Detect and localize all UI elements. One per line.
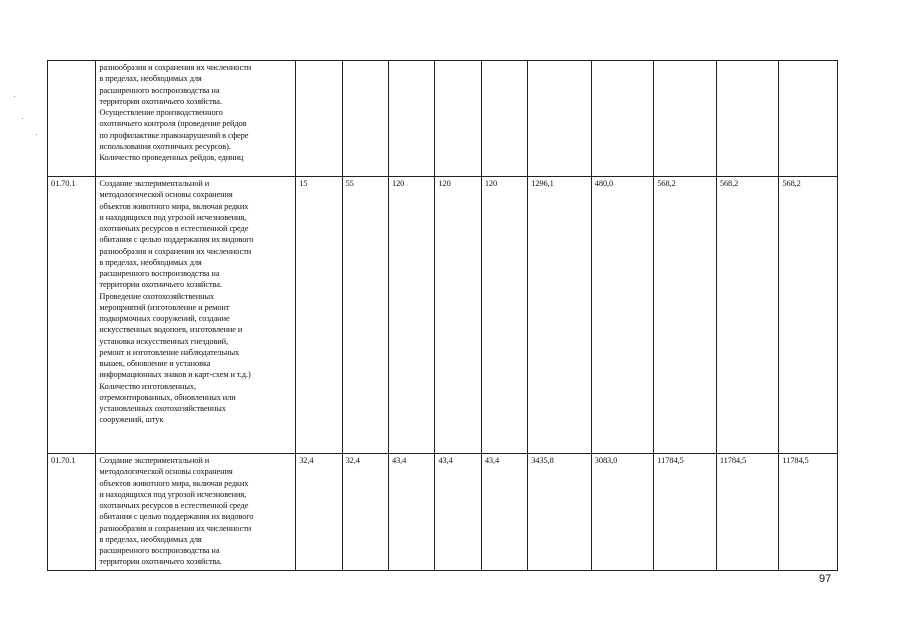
- value-cell: 3435,8: [528, 454, 592, 571]
- data-table: [47, 60, 838, 571]
- page-number: 97: [819, 573, 832, 585]
- value-cell: 568,2: [716, 177, 779, 454]
- value-cell: 15: [296, 177, 342, 454]
- value-cell: 120: [435, 177, 481, 454]
- value-cell: [296, 61, 342, 177]
- value-cell: 11784,5: [716, 454, 779, 571]
- scan-speck: [14, 96, 15, 97]
- description-cell: Создание экспериментальной и методологической основы сохранения объектов животного мира, включая редких и находящихся под угрозой исчезновения, охотничьих ресурсов в естественной среде обитания с целью поддержания их видового разнообразия и сохранения их численности в пределах, необходимых для расширенного воспроизводства на территории охотничьего хозяйства.: [96, 454, 296, 571]
- value-cell: [389, 61, 435, 177]
- value-cell: 120: [389, 177, 435, 454]
- value-cell: 568,2: [654, 177, 717, 454]
- description-cell: разнообразия и сохранения их численности в пределах, необходимых для расширенного воспроизводства на территории охотничьего хозяйства. Осуществление производственного охотничьего контроля (проведение рейдов по профилактике правонарушений в сфере использования охотничьих ресурсов). Количество проведенных рейдов, единиц: [96, 61, 296, 177]
- value-cell: 1296,1: [528, 177, 592, 454]
- scan-speck: [22, 118, 23, 119]
- table-row: [48, 177, 838, 454]
- value-cell: 120: [481, 177, 527, 454]
- value-cell: 43,4: [481, 454, 527, 571]
- value-cell: 11784,5: [654, 454, 717, 571]
- value-cell: 43,4: [435, 454, 481, 571]
- value-cell: 43,4: [389, 454, 435, 571]
- value-cell: 11784,5: [779, 454, 838, 571]
- code-cell: 01.70.1: [48, 454, 96, 571]
- value-cell: [779, 61, 838, 177]
- value-cell: 480,0: [591, 177, 654, 454]
- value-cell: [654, 61, 717, 177]
- value-cell: 55: [342, 177, 388, 454]
- value-cell: [481, 61, 527, 177]
- value-cell: [342, 61, 388, 177]
- value-cell: [716, 61, 779, 177]
- code-cell: 01.70.1: [48, 177, 96, 454]
- value-cell: 3083,0: [591, 454, 654, 571]
- description-cell: Создание экспериментальной и методологической основы сохранения объектов животного мира, включая редких и находящихся под угрозой исчезновения, охотничьих ресурсов в естественной среде обитания с целью поддержания их видового разнообразия и сохранения их численности в пределах, необходимых для расширенного воспроизводства на территории охотничьего хозяйства. Проведение охотохозяйственных мероприятий (изготовление и ремонт подкормочных сооружений, создание искусственных водопоев, изготовление и установка искусственных гнездовий, ремонт и изготовление наблюдательных вышек, обновление и установка информационных знаков и карт-схем и т.д.) Количество изготовленных, отремонтированных, обновленных или установленных охотохозяйственных сооружений, штук: [96, 177, 296, 454]
- value-cell: [528, 61, 592, 177]
- code-cell: [48, 61, 96, 177]
- value-cell: 32,4: [342, 454, 388, 571]
- value-cell: 32,4: [296, 454, 342, 571]
- value-cell: [591, 61, 654, 177]
- table-row: [48, 454, 838, 571]
- scan-speck: [36, 134, 37, 135]
- value-cell: 568,2: [779, 177, 838, 454]
- value-cell: [435, 61, 481, 177]
- table-row: [48, 61, 838, 177]
